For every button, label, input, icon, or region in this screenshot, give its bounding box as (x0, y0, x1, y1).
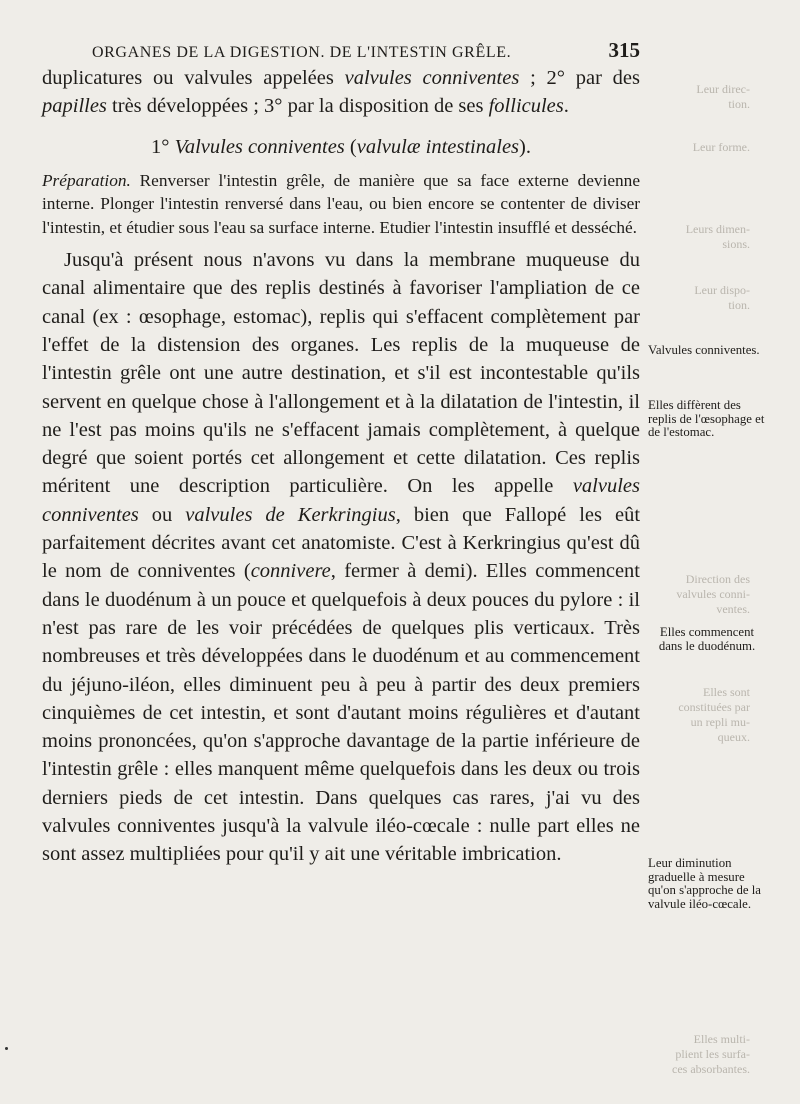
ghost-note: Leurs dimen- (685, 222, 750, 236)
body-paragraph (42, 246, 640, 869)
preparation-paragraph (42, 169, 640, 240)
page-number: 315 (608, 38, 640, 62)
ghost-note: Leur forme. (692, 140, 750, 154)
ghost-note: ces absorbantes. (672, 1062, 750, 1076)
margin-note: Valvules conniventes. (648, 343, 760, 357)
ghost-note: sions. (722, 237, 750, 251)
ghost-note: tion. (728, 97, 750, 111)
text-run: . (563, 95, 569, 118)
margin-note: Elles diffèrent des replis de l'œsophage et de l'estomac. (648, 398, 765, 440)
running-title: ORGANES DE LA DIGESTION. DE L'INTESTIN GRÊLE. (92, 44, 512, 61)
text-run: ou (138, 503, 186, 526)
text-run: , bien que Fallopé les eût parfaitement décrites avant cet anatomiste. C'est à Kerkringius qu'est dû le nom de conniventes ( (42, 503, 641, 583)
ink-speck (5, 1047, 8, 1050)
intro-paragraph (42, 64, 640, 121)
italic-term: follicules (488, 95, 564, 118)
italic-term: valvules conniventes (42, 475, 640, 526)
text-run: , fermer à demi). Elles commencent dans le duodénum à un pouce et quelquefois à deux pouces du pylore : il n'est pas rare de les voir précédées de quelques plis verticaux. Très nombreuses et très développées dans le duodénum et au commencement du jéjuno-iléon, elles diminuent peu à peu à partir des deux premiers cinquièmes de cet intestin, et sont d'autant moins régulières et d'autant moins prononcées, qu'on s'approche davantage de la partie inférieure de l'intestin grêle : elles manquent même quelquefois dans les deux ou trois derniers pieds de cet intestin. Dans quelques cas rares, j'ai vu des valvules conniventes jusqu'à la valvule iléo-cœcale : nulle part elles ne sont assez multipliées pour qu'il y ait une véritable imbrication. (42, 560, 640, 866)
ghost-note: Elles sont (703, 685, 750, 699)
italic-term: valvules de Kerkringius (185, 503, 396, 526)
ghost-note: Direction des (685, 572, 750, 586)
ghost-note: tion. (728, 298, 750, 312)
main-text (42, 64, 640, 869)
section-title (42, 133, 640, 161)
ghost-note: Elles multi- (693, 1032, 750, 1046)
ghost-note: queux. (717, 730, 750, 744)
ghost-note: Leur dispo- (694, 283, 750, 297)
text-run: duplicatures ou valvules appelées (42, 67, 345, 89)
italic-term: papilles (42, 95, 107, 118)
section-number: 1° (151, 135, 175, 158)
text-run: très développées ; 3° par la disposition de ses (106, 95, 489, 118)
text-run: ). (519, 135, 531, 158)
ghost-note: Leur direc- (696, 82, 750, 96)
italic-term: connivere (250, 560, 331, 583)
ghost-note: constituées par (678, 700, 750, 714)
text-run: ( (344, 135, 357, 158)
margin-note: Leur diminution graduelle à mesure qu'on s'approche de la valvule iléo-cœcale. (648, 856, 761, 911)
preparation-label: Préparation. (42, 170, 131, 190)
italic-term: valvulæ intestinales (356, 135, 520, 158)
ghost-note: valvules conni- (676, 587, 750, 601)
text-run: Renverser l'intestin grêle, de manière que sa face externe devienne interne. Plonger l'intestin renversé dans l'eau, ou bien encore se contenter de diviser l'intestin, et étudier sous l'eau sa surface interne. Etudier l'intestin insufflé et desséché. (42, 170, 640, 237)
margin-note: Elles commencent dans le duodénum. (658, 625, 756, 653)
ghost-note: plient les surfa- (675, 1047, 750, 1061)
ghost-note: un repli mu- (690, 715, 750, 729)
running-header (92, 38, 640, 63)
text-run: ; 2° par des (519, 67, 640, 89)
italic-term: valvules conniventes (344, 67, 520, 89)
italic-term: Valvules conniventes (174, 135, 345, 158)
ghost-note: ventes. (716, 602, 750, 616)
text-run: Jusqu'à présent nous n'avons vu dans la membrane muqueuse du canal alimentaire que des replis destinés à favoriser l'ampliation de ce canal (ex : œsophage, estomac), replis qui s'effacent complètement par l'effet de la distension des organes. Les replis de la muqueuse de l'intestin grêle ont une autre destination, et s'il est incontestable qu'ils servent en quelque chose à l'allongement et à la dilatation de l'intestin, il ne l'est pas moins qu'ils ne s'effacent jamais complètement, à quelque degré que soient portés cet allongement et cette dilatation. Ces replis méritent une description particulière. On les appelle (42, 249, 640, 498)
